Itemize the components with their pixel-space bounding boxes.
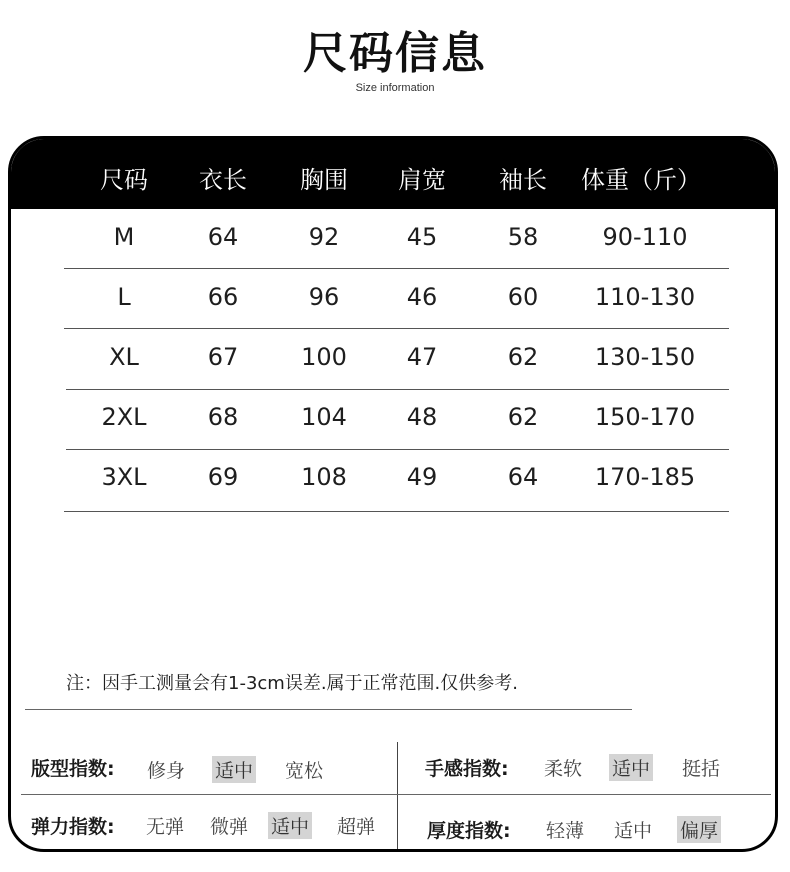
cell-chest: 92 <box>308 223 340 251</box>
page-subtitle: Size information <box>355 82 435 94</box>
thickness-option-medium: 适中 <box>614 820 653 842</box>
row-divider <box>66 389 729 390</box>
cell-size: 2XL <box>101 403 147 431</box>
cell-chest: 104 <box>301 403 347 431</box>
row-divider <box>64 511 729 512</box>
stretch-index-label: 弹力指数: <box>31 816 115 838</box>
cell-size: L <box>117 283 131 311</box>
stretch-option-super: 超弹 <box>337 816 376 838</box>
cell-chest: 100 <box>301 343 347 371</box>
cell-weight: 90-110 <box>602 223 688 251</box>
cell-shoulder: 45 <box>406 223 438 251</box>
cell-shoulder: 47 <box>406 343 438 371</box>
size-chart-card <box>8 136 778 852</box>
cell-weight: 150-170 <box>594 403 696 431</box>
cell-length: 67 <box>207 343 239 371</box>
row-divider <box>66 449 729 450</box>
row-divider <box>64 328 729 329</box>
column-header-weight: 体重（斤） <box>581 166 701 194</box>
feel-option-soft: 柔软 <box>544 758 583 780</box>
feel-option-medium: 适中 <box>609 754 653 781</box>
cell-weight: 170-185 <box>594 463 696 491</box>
note-divider <box>25 709 632 710</box>
cell-sleeve: 60 <box>507 283 539 311</box>
cell-length: 68 <box>207 403 239 431</box>
fit-option-regular: 适中 <box>212 756 256 783</box>
cell-chest: 96 <box>308 283 340 311</box>
cell-sleeve: 62 <box>507 343 539 371</box>
cell-length: 66 <box>207 283 239 311</box>
column-header-shoulder: 肩宽 <box>398 166 446 194</box>
thickness-option-thick: 偏厚 <box>677 816 721 843</box>
cell-length: 69 <box>207 463 239 491</box>
feel-option-stiff: 挺括 <box>682 758 721 780</box>
cell-shoulder: 46 <box>406 283 438 311</box>
column-header-chest: 胸围 <box>300 166 348 194</box>
cell-weight: 110-130 <box>594 283 696 311</box>
cell-size: 3XL <box>101 463 147 491</box>
fit-index-label: 版型指数: <box>31 758 115 780</box>
column-header-length: 衣长 <box>199 166 247 194</box>
row-divider <box>64 268 729 269</box>
measurement-note: 注：因手工测量会有1-3cm误差.属于正常范围.仅供参考. <box>66 673 518 694</box>
thickness-index-label: 厚度指数: <box>427 820 511 842</box>
fit-option-slim: 修身 <box>147 760 186 782</box>
page-title: 尺码信息 <box>303 28 487 79</box>
cell-chest: 108 <box>301 463 347 491</box>
cell-sleeve: 62 <box>507 403 539 431</box>
cell-shoulder: 48 <box>406 403 438 431</box>
cell-sleeve: 64 <box>507 463 539 491</box>
stretch-option-slight: 微弹 <box>210 816 249 838</box>
index-column-divider <box>397 742 398 849</box>
fit-option-loose: 宽松 <box>285 760 324 782</box>
cell-shoulder: 49 <box>406 463 438 491</box>
cell-size: XL <box>109 343 139 371</box>
thickness-option-thin: 轻薄 <box>546 820 585 842</box>
index-row-divider <box>21 794 771 795</box>
cell-size: M <box>113 223 135 251</box>
feel-index-label: 手感指数: <box>425 758 509 780</box>
stretch-option-medium: 适中 <box>268 812 312 839</box>
cell-length: 64 <box>207 223 239 251</box>
column-header-sleeve: 袖长 <box>499 166 547 194</box>
stretch-option-none: 无弹 <box>146 816 185 838</box>
table-header-bar <box>11 139 775 209</box>
cell-sleeve: 58 <box>507 223 539 251</box>
cell-weight: 130-150 <box>594 343 696 371</box>
column-header-size: 尺码 <box>100 166 148 194</box>
